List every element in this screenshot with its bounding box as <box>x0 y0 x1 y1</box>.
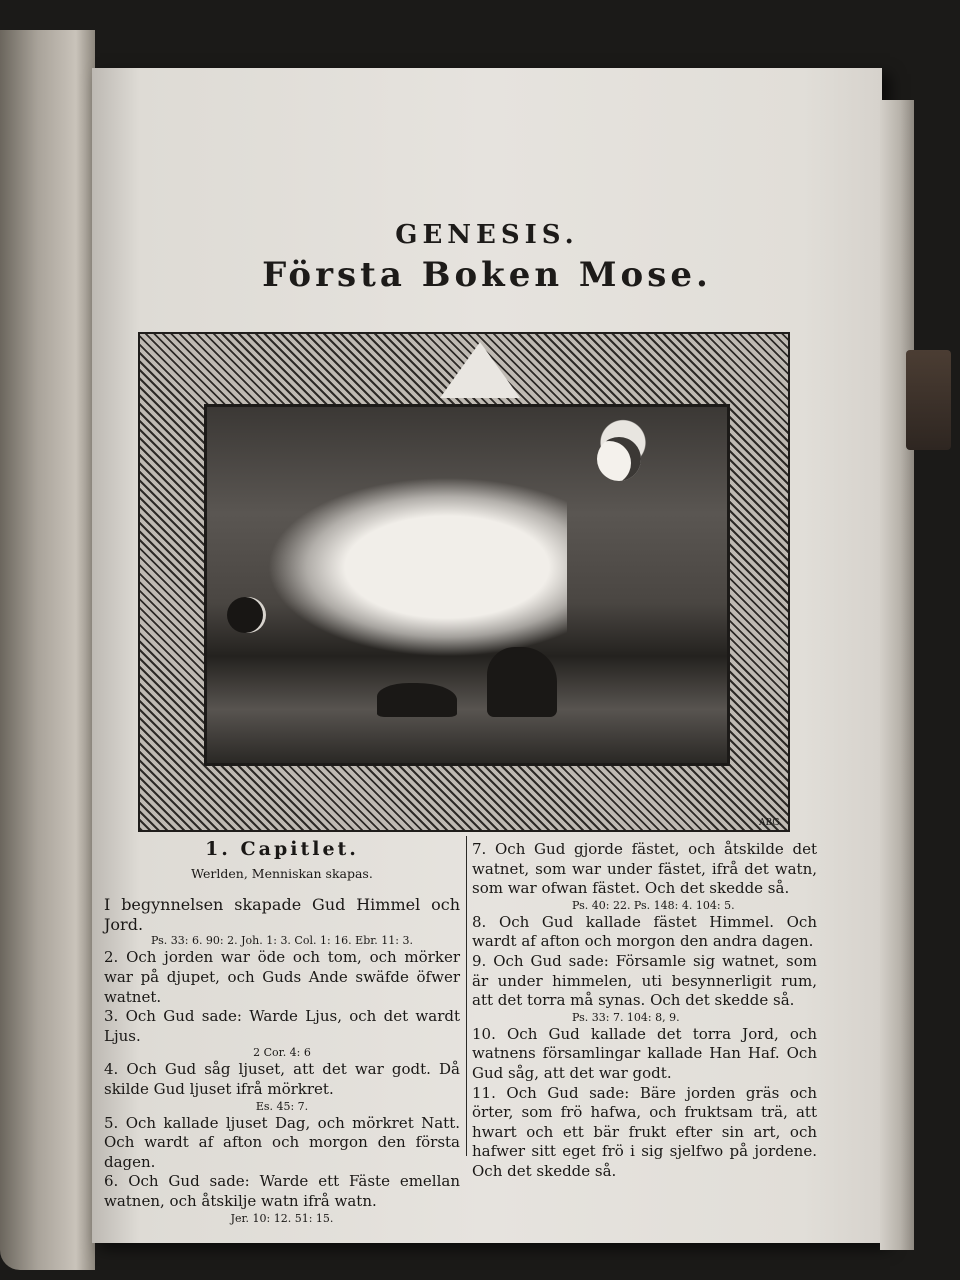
rock <box>487 647 557 717</box>
moon-icon <box>597 437 641 481</box>
book-clasp <box>906 350 951 450</box>
left-column <box>104 840 460 1226</box>
illustration-frame <box>138 332 790 832</box>
eye-of-providence-icon <box>440 342 520 398</box>
book-subtitle: Första Boken Mose. <box>262 255 712 295</box>
verse: 9. Och Gud sade: Församle sig watnet, som är under himmelen, uti besynnerligit rum, att det torra må synas. Och det skedde så. <box>472 951 817 1010</box>
right-column <box>472 840 817 1182</box>
page-block-edge <box>880 100 914 1250</box>
verse: 10. Och Gud kallade det torra Jord, och watnens församlingar kallade Han Haf. Och Gud såg, att det war godt. <box>472 1024 817 1082</box>
verse: 2. Och jorden war öde och tom, och mörker war på djupet, och Guds Ande swäfde öfwer watnet. <box>104 948 460 1006</box>
divine-figure <box>267 477 567 657</box>
planet-icon <box>227 597 263 633</box>
verse: 7. Och Gud gjorde fästet, och åtskilde det watnet, som war under fästet, ifrå det watn, som war ofwan fästet. Och det skedde så. <box>472 840 817 898</box>
cross-reference: Ps. 40: 22. Ps. 148: 4. 104: 5. <box>572 898 735 912</box>
engraver-signature: ABG. <box>758 818 782 828</box>
verse: 4. Och Gud såg ljuset, att det war godt. Då skilde Gud ljuset ifrå mörkret. <box>104 1060 460 1098</box>
verse: 11. Och Gud sade: Bäre jorden gräs och örter, som frö hafwa, och fruktsam trä, att hwart och ett bär frukt efter sin art, och hafwer sitt eget frö i sig sjelfwo på jordene. Och det skedde så. <box>472 1083 817 1180</box>
cross-reference: 2 Cor. 4: 6 <box>253 1046 311 1060</box>
rock <box>377 683 457 717</box>
verse: 5. Och kallade ljuset Dag, och mörkret Natt. Och wardt af afton och morgon den första dagen. <box>104 1113 460 1171</box>
verse: 8. Och Gud kallade fästet Himmel. Och wardt af afton och morgon den andra dagen. <box>472 912 817 951</box>
chapter-summary: Werlden, Menniskan skapas. <box>191 865 373 881</box>
chapter-title: 1. Capitlet. <box>205 838 359 860</box>
book-title: GENESIS. <box>395 220 579 250</box>
cross-reference: Ps. 33: 6. 90: 2. Joh. 1: 3. Col. 1: 16. Ebr. 11: 3. <box>151 934 413 948</box>
cross-reference: Ps. 33: 7. 104: 8, 9. <box>572 1010 680 1024</box>
verse: 6. Och Gud sade: Warde ett Fäste emellan watnen, och åtskilje watn ifrå watn. <box>104 1172 460 1210</box>
verse: 3. Och Gud sade: Warde Ljus, och det wardt Ljus. <box>104 1007 460 1045</box>
verse: I begynnelsen skapade Gud Himmel och Jord. <box>104 895 460 934</box>
creation-engraving <box>204 404 730 766</box>
column-divider <box>466 836 467 1156</box>
left-page-edge <box>0 30 95 1270</box>
cross-reference: Es. 45: 7. <box>255 1099 309 1113</box>
cross-reference: Jer. 10: 12. 51: 15. <box>230 1211 334 1225</box>
